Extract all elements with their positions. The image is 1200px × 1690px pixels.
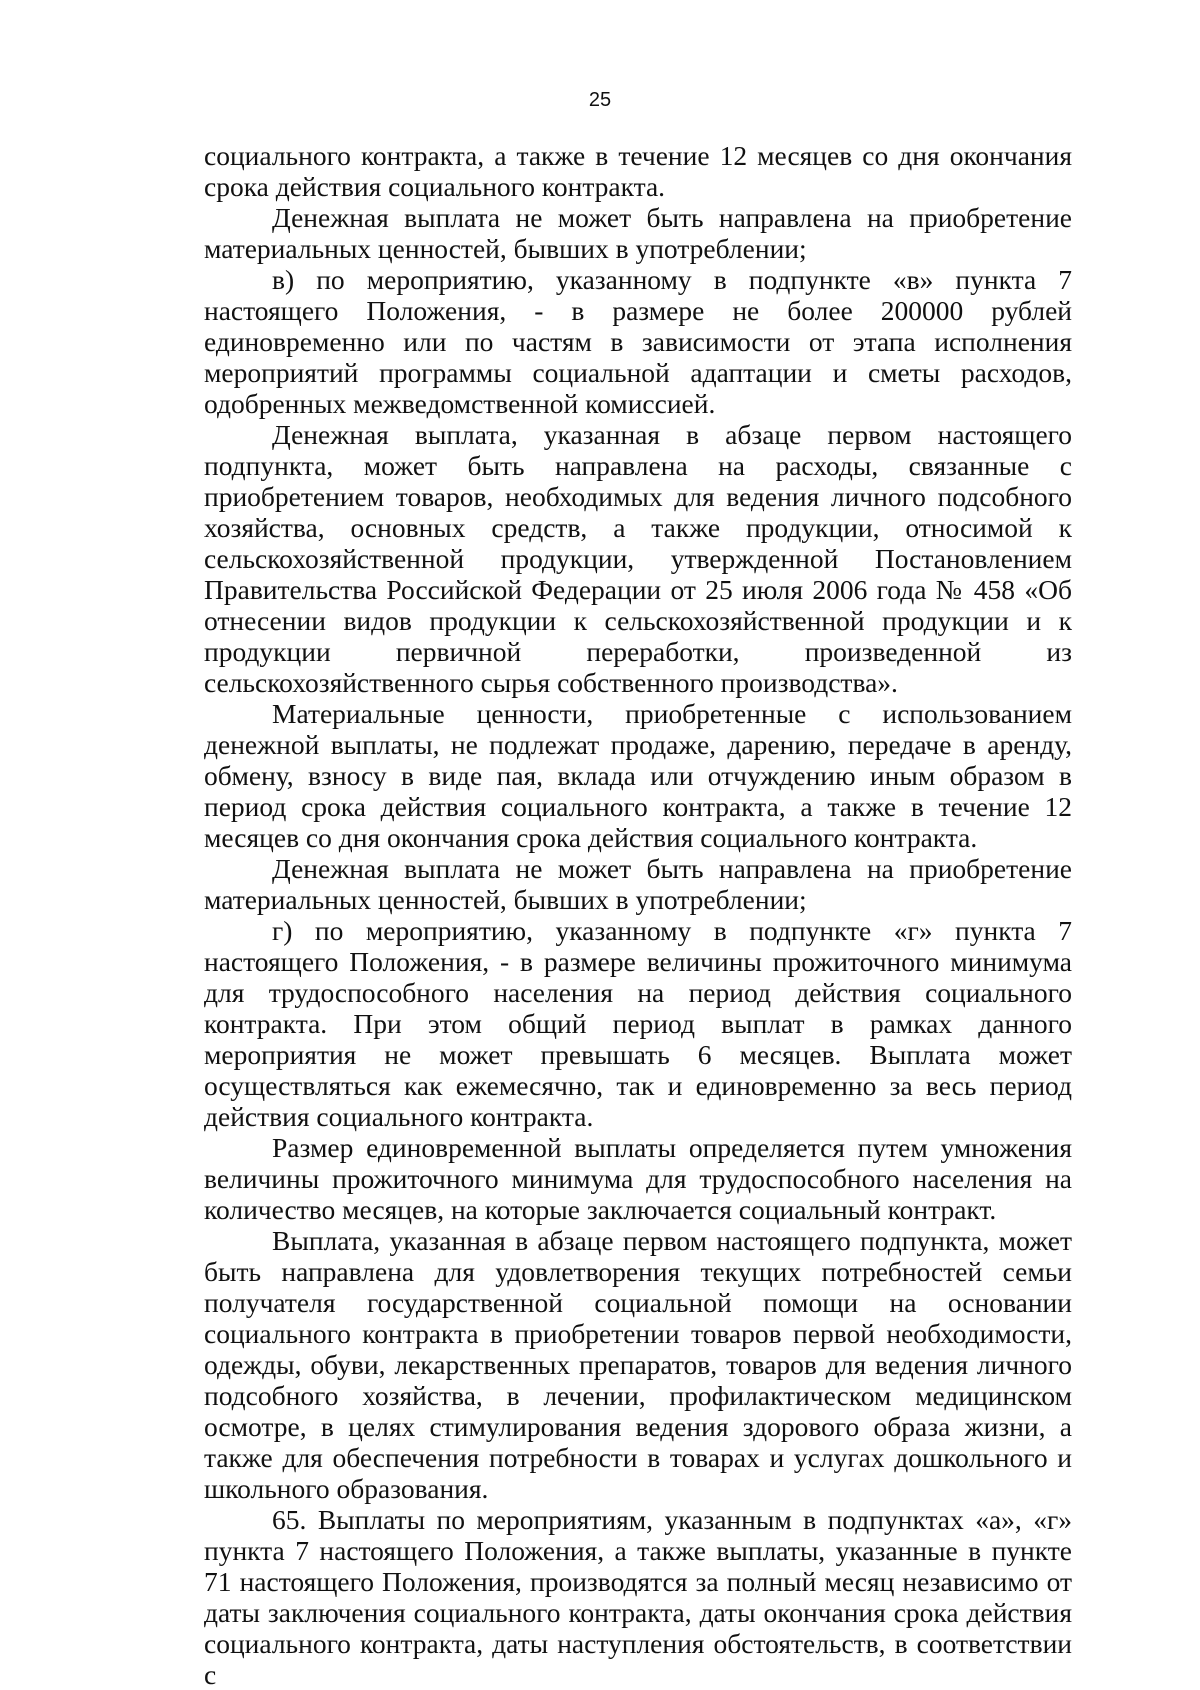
paragraph: Выплата, указанная в абзаце первом настоящего подпункта, может быть направлена для удовлетворения текущих потребностей семьи получателя государственной социальной помощи на основании социального контракта в приобретении товаров первой необходимости, одежды, обуви, лекарственных препаратов, товаров для ведения личного подсобного хозяйства, в лечении, профилактическом медицинском осмотре, в целях стимулирования ведения здорового образа жизни, а также для обеспечения потребности в товарах и услугах дошкольного и школьного образования. bbox=[204, 1225, 1072, 1504]
paragraph: Денежная выплата не может быть направлена на приобретение материальных ценностей, бывших в употреблении; bbox=[204, 853, 1072, 915]
paragraph-clause-65: 65. Выплаты по мероприятиям, указанным в подпунктах «а», «г» пункта 7 настоящего Положения, а также выплаты, указанные в пункте 71 настоящего Положения, производятся за полный месяц независимо от даты заключения социального контракта, даты окончания срока действия социального контракта, даты наступления обстоятельств, в соответствии с bbox=[204, 1504, 1072, 1690]
document-body bbox=[204, 140, 1072, 1690]
paragraph: Денежная выплата не может быть направлена на приобретение материальных ценностей, бывших в употреблении; bbox=[204, 202, 1072, 264]
paragraph-subitem-v: в) по мероприятию, указанному в подпункте «в» пункта 7 настоящего Положения, - в размере не более 200000 рублей единовременно или по частям в зависимости от этапа исполнения мероприятий программы социальной адаптации и сметы расходов, одобренных межведомственной комиссией. bbox=[204, 264, 1072, 419]
page-number: 25 bbox=[588, 89, 612, 111]
paragraph: Денежная выплата, указанная в абзаце первом настоящего подпункта, может быть направлена на расходы, связанные с приобретением товаров, необходимых для ведения личного подсобного хозяйства, основных средств, а также продукции, относимой к сельскохозяйственной продукции, утвержденной Постановлением Правительства Российской Федерации от 25 июля 2006 года № 458 «Об отнесении видов продукции к сельскохозяйственной продукции и к продукции первичной переработки, произведенной из сельскохозяйственного сырья собственного производства». bbox=[204, 419, 1072, 698]
paragraph-subitem-g: г) по мероприятию, указанному в подпункте «г» пункта 7 настоящего Положения, - в размере величины прожиточного минимума для трудоспособного населения на период действия социального контракта. При этом общий период выплат в рамках данного мероприятия не может превышать 6 месяцев. Выплата может осуществляться как ежемесячно, так и единовременно за весь период действия социального контракта. bbox=[204, 915, 1072, 1132]
paragraph-continuation: социального контракта, а также в течение 12 месяцев со дня окончания срока действия социального контракта. bbox=[204, 140, 1072, 202]
paragraph: Размер единовременной выплаты определяется путем умножения величины прожиточного минимума для трудоспособного населения на количество месяцев, на которые заключается социальный контракт. bbox=[204, 1132, 1072, 1225]
paragraph: Материальные ценности, приобретенные с использованием денежной выплаты, не подлежат продаже, дарению, передаче в аренду, обмену, взносу в виде пая, вклада или отчуждению иным образом в период срока действия социального контракта, а также в течение 12 месяцев со дня окончания срока действия социального контракта. bbox=[204, 698, 1072, 853]
